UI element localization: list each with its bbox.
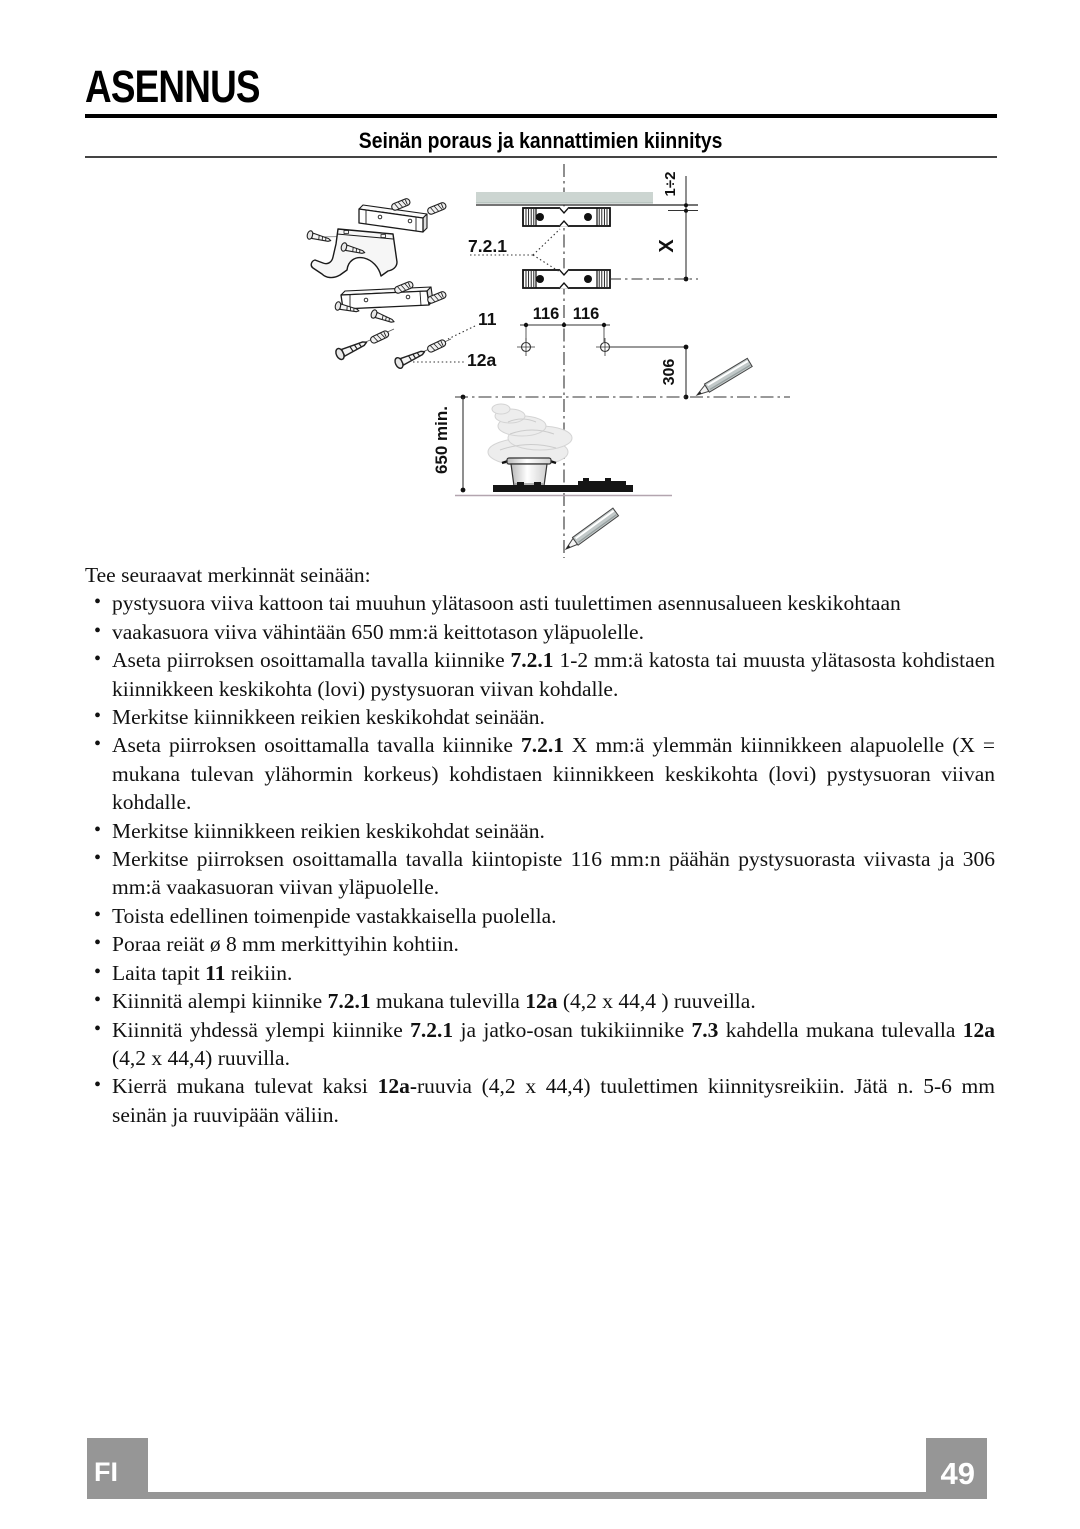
dimension-116: [520, 323, 610, 342]
instructions-intro: Tee seuraavat merkinnät seinään:: [85, 563, 371, 587]
bracket-ref-label: 7.2.1: [468, 236, 507, 256]
installation-diagram: [270, 162, 800, 560]
list-item: • pystysuora viiva kattoon tai muuhun ylätasoon asti tuulettimen asennusalueen keskikohtaan: [85, 589, 995, 617]
page-title: ASENNUS: [85, 61, 260, 112]
chimney-support-bracket: [311, 229, 397, 278]
list-item: • Merkitse piirroksen osoittamalla tavalla kiintopiste 116 mm:n päähän pystysuorasta viivasta ja 306 mm:ä vaakasuoran viivan yläpuolelle.: [85, 845, 995, 902]
wall-plug-icon: [391, 198, 411, 211]
list-item: • Kiinnitä yhdessä ylempi kiinnike 7.2.1 ja jatko-osan tukikiinnike 7.3 kahdella mukana tulevalla 12a (4,2 x 44,4) ruuvilla.: [85, 1016, 995, 1073]
dim-gap-label: 1÷2: [662, 171, 679, 197]
dimension-650: [461, 397, 466, 492]
lower-slat-bracket: [341, 287, 433, 309]
wall-plug-icon: [427, 202, 447, 215]
footer-bar: [87, 1492, 987, 1499]
upper-bracket: [523, 206, 610, 226]
pencil-icon: [694, 358, 752, 398]
title-rule: [85, 114, 997, 118]
screw-plug-assembly: [334, 329, 394, 361]
pencil-icon: [563, 508, 619, 552]
instruction-list: [85, 589, 995, 1129]
pot-icon: [502, 458, 556, 486]
language-badge: FI: [87, 1438, 148, 1497]
list-item: • Aseta piirroksen osoittamalla tavalla kiinnike 7.2.1 X mm:ä ylemmän kiinnikkeen alapuolelle (X = mukana tulevan ylähormin korkeus) kohdistaen kiinnikkeen keskikohta (lovi) pystysuoran viivan kohdalle.: [85, 731, 995, 816]
list-item: • Kiinnitä alempi kiinnike 7.2.1 mukana tulevilla 12a (4,2 x 44,4 ) ruuveilla.: [85, 987, 995, 1015]
section-heading: Seinän poraus ja kannattimien kiinnitys: [359, 128, 723, 153]
screw-plug-assembly: [393, 339, 451, 370]
lower-bracket: [523, 268, 610, 288]
list-item: • Laita tapit 11 reikiin.: [85, 959, 995, 987]
list-item: • Toista edellinen toimenpide vastakkaisella puolella.: [85, 902, 995, 930]
list-item: • Merkitse kiinnikkeen reikien keskikohdat seinään.: [85, 703, 995, 731]
dimension-right: [610, 176, 698, 281]
dim-116-left-label: 116: [532, 305, 560, 323]
exploded-view: [306, 198, 496, 370]
plug-ref-label: 11: [478, 309, 497, 329]
dim-306-label: 306: [661, 358, 678, 386]
leader-line: [448, 326, 475, 339]
page-number: 49: [926, 1438, 987, 1497]
screw-icon: [370, 309, 396, 325]
dim-x-label: X: [656, 239, 678, 253]
list-item: • vaakasuora viiva vähintään 650 mm:ä keittotason yläpuolelle.: [85, 618, 995, 646]
list-item: • Merkitse kiinnikkeen reikien keskikohdat seinään.: [85, 817, 995, 845]
dim-116-right-label: 116: [572, 305, 600, 323]
section-rule: [85, 156, 997, 158]
steam-icon: [488, 404, 572, 466]
list-item: • Poraa reiät ø 8 mm merkittyihin kohtiin.: [85, 930, 995, 958]
instructions: [85, 561, 995, 1129]
dim-650-label: 650 min.: [432, 405, 451, 475]
list-item: • Aseta piirroksen osoittamalla tavalla kiinnike 7.2.1 1-2 mm:ä katosta tai muusta ylätasosta kohdistaen kiinnikkeen keskikohta (lovi) pystysuoran viivan kohdalle.: [85, 646, 995, 703]
screw-icon: [306, 230, 332, 244]
list-item: • Kierrä mukana tulevat kaksi 12a-ruuvia (4,2 x 44,4) tuulettimen kiinnitysreikiin. Jätä n. 5-6 mm seinän ja ruuvipään väliin.: [85, 1072, 995, 1129]
section-heading-wrap: [85, 128, 997, 154]
drill-point-left: [517, 338, 535, 356]
screw-ref-label: 12a: [467, 350, 497, 370]
